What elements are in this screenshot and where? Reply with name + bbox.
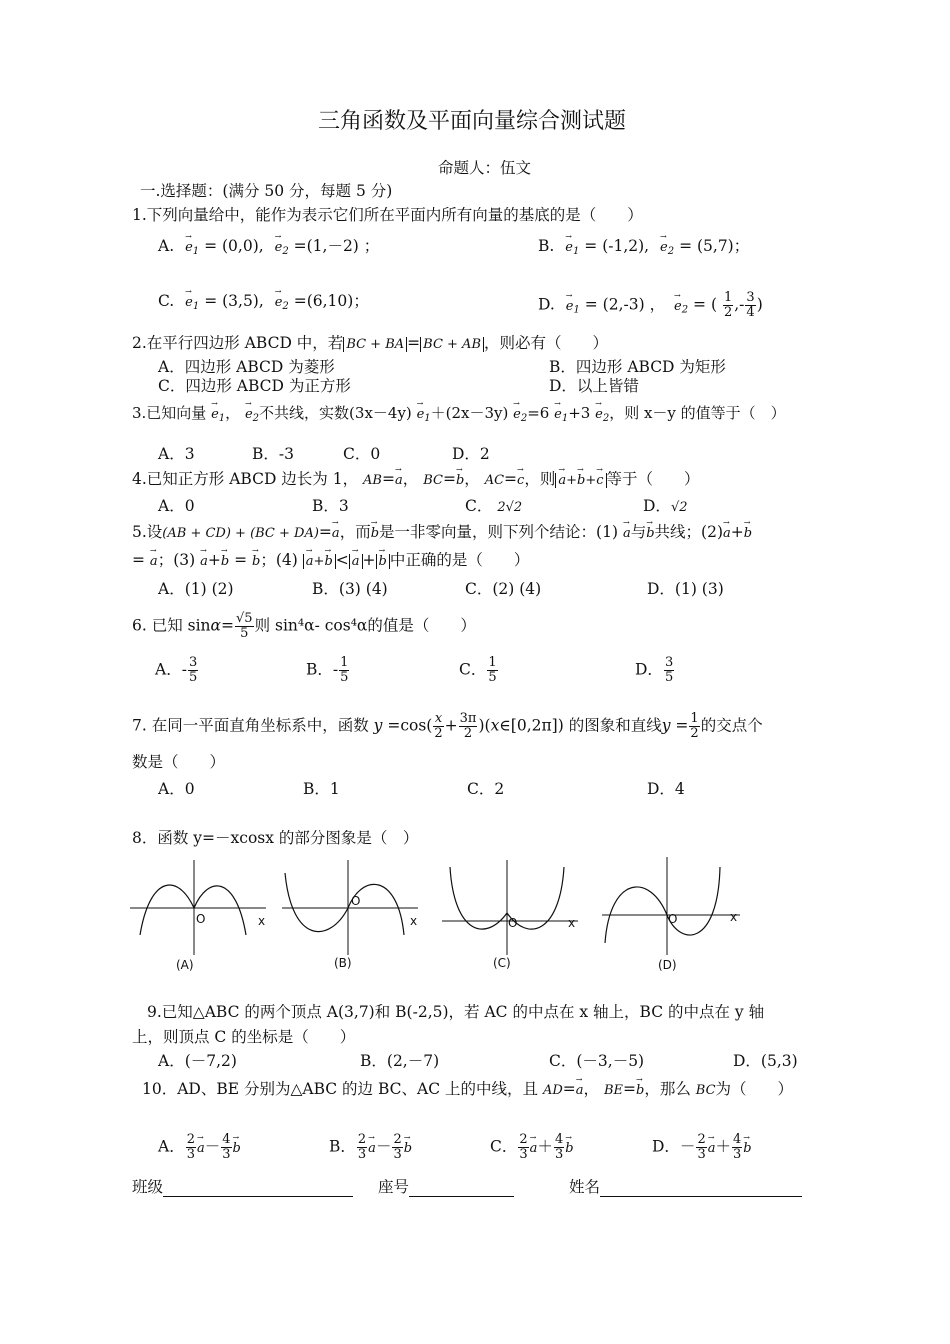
q4-stem: 4.已知正方形 ABCD 边长为 1， AB=→ a， BC=→ b， AC=→ c，则→ a+→ b+→ c 等于（ ） bbox=[132, 469, 700, 491]
q8-stem: 8．函数 y=－xcosx 的部分图象是（ ） bbox=[132, 829, 419, 847]
graph-d-origin: O bbox=[668, 912, 678, 926]
class-field[interactable] bbox=[132, 1177, 353, 1197]
q9-stem-line2: 上，则顶点 C 的坐标是（ ） bbox=[132, 1028, 356, 1046]
q3-option-d: D．2 bbox=[452, 445, 490, 463]
q5-option-d: D．(1) (3) bbox=[647, 580, 724, 598]
q7-option-b: B．1 bbox=[303, 780, 340, 798]
q3-option-c: C．0 bbox=[343, 445, 381, 463]
q4-option-d: D．√2 bbox=[643, 497, 688, 515]
graph-c-label: (C) bbox=[493, 956, 511, 970]
q2-stem: 2.在平行四边形 ABCD 中，若 BC + BA = BC + AB ，则必有（ ） bbox=[132, 334, 609, 352]
q3-option-a: A．3 bbox=[158, 445, 195, 463]
seat-field[interactable] bbox=[378, 1177, 514, 1197]
q8-graph-a bbox=[128, 855, 278, 975]
q2-option-c: C．四边形 ABCD 为正方形 bbox=[158, 377, 351, 395]
q6-option-a: A．- $\frac{3}{5}$ bbox=[155, 655, 198, 685]
q3-stem: 3.已知向量 → $e_1$， → $e_2$不共线，实数$(3x-4y) \to e_1+(2x-3y) \to e_2=6 \to e_1+3 \to e_2$，则 x－y 的值等于（ ） bbox=[132, 403, 786, 429]
q7-stem: 7. 在同一平面直角坐标系中，函数 y =cos( $\frac{x}{2}$ + $\frac{3\pi}{2}$ )(x∈[0,2π]) 的图象和直线y = $\frac{1}{2}$ 的交点个 bbox=[132, 711, 763, 741]
q10-stem: 10．AD、BE 分别为△ABC 的边 BC、AC 上的中线，且 AD=→ a， BE=→ b，那么 BC为（ ） bbox=[142, 1079, 793, 1101]
page-title: 三角函数及平面向量综合测试题 bbox=[318, 109, 627, 134]
class-blank[interactable] bbox=[163, 1179, 353, 1197]
q5-option-b: B．(3) (4) bbox=[312, 580, 388, 598]
q2-option-b: B．四边形 ABCD 为矩形 bbox=[549, 358, 726, 376]
section-heading: 一.选择题：(满分 50 分，每题 5 分) bbox=[140, 182, 393, 200]
name-field[interactable] bbox=[569, 1177, 802, 1197]
q6-option-c: C． $\frac{1}{5}$ bbox=[459, 655, 497, 685]
q5-stem-line2: = → a；(3) → a+→ b = → b；(4) → a+→ b <→ a +→ b 中正确的是（ ） bbox=[132, 550, 529, 572]
q4-option-a: A．0 bbox=[158, 497, 195, 515]
graph-b-x-label: x bbox=[410, 914, 418, 928]
q10-option-b: B． $\frac{2}{3}$ → a－ $\frac{2}{3}$ → b bbox=[329, 1133, 412, 1162]
q10-option-a: A． $\frac{2}{3}$ → a－ $\frac{4}{3}$ → b bbox=[158, 1133, 241, 1162]
q9-option-b: B．(2,－7) bbox=[360, 1052, 440, 1070]
q8-graph-d bbox=[600, 855, 750, 975]
name-label: 姓名 bbox=[569, 1178, 601, 1196]
q1-option-c: C. → $e_1 = (3,5)$, → $e_2 =(6,10)$； bbox=[158, 291, 369, 317]
q7-option-a: A．0 bbox=[158, 780, 195, 798]
q5-stem-line1: 5.设(AB + CD) + (BC + DA)=→ a，而→ b是一非零向量，则下列个结论：(1) → a与→ b共线；(2)→ a+→ b bbox=[132, 522, 752, 544]
q7-option-d: D．4 bbox=[647, 780, 685, 798]
q3-option-b: B．-3 bbox=[252, 445, 294, 463]
graph-d-label: (D) bbox=[658, 958, 677, 972]
author-line: 命题人：伍文 bbox=[438, 159, 532, 177]
class-label: 班级 bbox=[132, 1178, 164, 1196]
q9-option-c: C．(－3,－5) bbox=[549, 1052, 645, 1070]
q10-option-d: D．－ $\frac{2}{3}$ → a＋ $\frac{4}{3}$ → b bbox=[652, 1133, 752, 1162]
name-blank[interactable] bbox=[600, 1179, 802, 1197]
q8-graph-b bbox=[280, 855, 430, 975]
seat-blank[interactable] bbox=[409, 1179, 514, 1197]
graph-d-x-label: x bbox=[730, 910, 738, 924]
q4-option-b: B．3 bbox=[312, 497, 349, 515]
q5-option-c: C．(2) (4) bbox=[465, 580, 542, 598]
q10-option-c: C． $\frac{2}{3}$ → a＋ $\frac{4}{3}$ → b bbox=[490, 1133, 574, 1162]
graph-a-label: (A) bbox=[176, 958, 194, 972]
q1-option-b: B. → $e_1 = (-1,2)$, → $e_2 = (5,7)$； bbox=[538, 236, 749, 262]
q1-option-a: A. → $e_1 = (0,0)$, → $e_2 =(1,-2)$ ； bbox=[158, 236, 379, 262]
graph-b-origin: O bbox=[351, 894, 361, 908]
q1-option-d: D. → $e_1 = (2,-3)$ ， → $e_2$ = ( $\frac{1}{2}$ ,- $\frac{3}{4}$ ) bbox=[538, 291, 763, 321]
q5-option-a: A．(1) (2) bbox=[158, 580, 234, 598]
q2-option-a: A．四边形 ABCD 为菱形 bbox=[158, 358, 335, 376]
q9-stem-line1: 9.已知△ABC 的两个顶点 A(3,7)和 B(-2,5)，若 AC 的中点在 x 轴上，BC 的中点在 y 轴 bbox=[147, 1003, 765, 1021]
graph-b-label: (B) bbox=[334, 956, 352, 970]
q7-stem-line2: 数是（ ） bbox=[132, 753, 226, 771]
seat-label: 座号 bbox=[378, 1178, 410, 1196]
q6-option-d: D． $\frac{3}{5}$ bbox=[635, 655, 674, 685]
graph-a-origin: O bbox=[196, 912, 206, 926]
q6-stem: 6. 已知 sinα= $\frac{√5}{5}$ 则 sin⁴α- cos⁴α的值是（ ） bbox=[132, 611, 476, 641]
graph-c-x-label: x bbox=[568, 916, 576, 930]
q9-option-d: D．(5,3) bbox=[733, 1052, 798, 1070]
graph-c-origin: O bbox=[508, 916, 518, 930]
q1-stem: 1.下列向量给中，能作为表示它们所在平面内所有向量的基底的是（ ） bbox=[132, 206, 643, 224]
q7-option-c: C．2 bbox=[467, 780, 505, 798]
q6-option-b: B．- $\frac{1}{5}$ bbox=[306, 655, 349, 685]
q9-option-a: A．(－7,2) bbox=[158, 1052, 237, 1070]
q8-graph-c bbox=[440, 855, 590, 975]
q2-option-d: D．以上皆错 bbox=[549, 377, 639, 395]
q4-option-c: C． 2√2 bbox=[465, 497, 523, 515]
graph-a-x-label: x bbox=[258, 914, 266, 928]
